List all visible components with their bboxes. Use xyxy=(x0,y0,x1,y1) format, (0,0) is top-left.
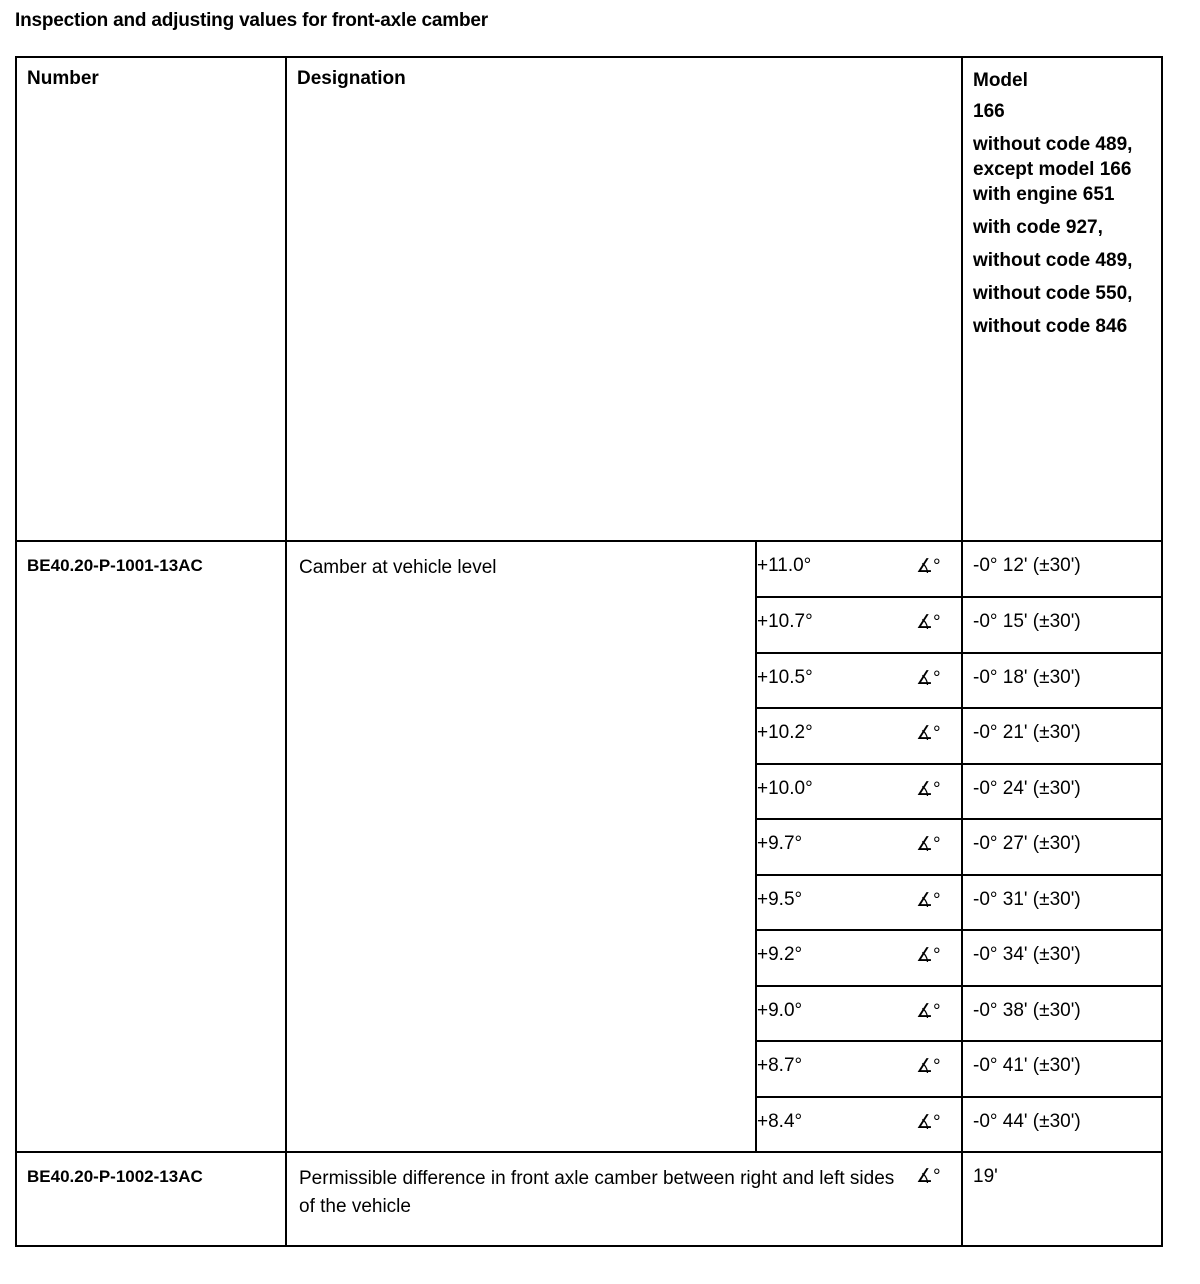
camber-difference-row xyxy=(16,1152,1162,1246)
vehicle-level-value: +9.5° xyxy=(756,875,916,931)
row-number: BE40.20-P-1002-13AC xyxy=(16,1152,286,1246)
camber-value: -0° 31' (±30') xyxy=(962,875,1162,931)
column-header-number: Number xyxy=(16,57,286,541)
camber-spec-table xyxy=(15,56,1163,1247)
vehicle-level-value: +9.2° xyxy=(756,930,916,986)
document-title: Inspection and adjusting values for front-axle camber xyxy=(15,10,488,31)
vehicle-level-value: +9.7° xyxy=(756,819,916,875)
model-line: without code 550, xyxy=(973,283,1133,304)
camber-value: -0° 24' (±30') xyxy=(962,764,1162,820)
angle-icon: ∡° xyxy=(916,986,962,1042)
vehicle-level-value: +10.2° xyxy=(756,708,916,764)
camber-difference-value: 19' xyxy=(962,1152,1162,1246)
angle-icon: ∡° xyxy=(916,875,962,931)
camber-value: -0° 15' (±30') xyxy=(962,597,1162,653)
column-header-model xyxy=(962,57,1162,541)
angle-icon: ∡° xyxy=(916,1041,962,1097)
camber-value-row xyxy=(16,541,1162,597)
camber-value: -0° 34' (±30') xyxy=(962,930,1162,986)
model-line: without code 489, except model 166 with engine 651 xyxy=(973,134,1133,205)
model-line: with code 927, xyxy=(973,217,1103,238)
model-line: without code 489, xyxy=(973,250,1133,271)
angle-icon: ∡° xyxy=(916,930,962,986)
model-line: 166 xyxy=(973,101,1005,122)
model-label: Model xyxy=(973,70,1028,91)
angle-icon: ∡° xyxy=(916,541,962,597)
row-designation: Camber at vehicle level xyxy=(286,541,756,1152)
camber-value: -0° 27' (±30') xyxy=(962,819,1162,875)
camber-value: -0° 12' (±30') xyxy=(962,541,1162,597)
angle-icon: ∡° xyxy=(916,597,962,653)
vehicle-level-value: +8.4° xyxy=(756,1097,916,1153)
column-header-designation: Designation xyxy=(286,57,962,541)
row-number: BE40.20-P-1001-13AC xyxy=(16,541,286,1152)
angle-icon: ∡° xyxy=(916,1097,962,1153)
camber-value: -0° 41' (±30') xyxy=(962,1041,1162,1097)
header-row xyxy=(16,57,1162,541)
angle-icon: ∡° xyxy=(916,653,962,709)
vehicle-level-value: +10.5° xyxy=(756,653,916,709)
vehicle-level-value: +11.0° xyxy=(756,541,916,597)
angle-icon: ∡° xyxy=(916,764,962,820)
camber-value: -0° 38' (±30') xyxy=(962,986,1162,1042)
vehicle-level-value: +10.7° xyxy=(756,597,916,653)
angle-icon: ∡° xyxy=(916,1152,962,1246)
angle-icon: ∡° xyxy=(916,819,962,875)
vehicle-level-value: +9.0° xyxy=(756,986,916,1042)
camber-value: -0° 44' (±30') xyxy=(962,1097,1162,1153)
row-designation: Permissible difference in front axle camber between right and left sides of the vehicle xyxy=(286,1152,916,1246)
camber-value: -0° 18' (±30') xyxy=(962,653,1162,709)
camber-value: -0° 21' (±30') xyxy=(962,708,1162,764)
vehicle-level-value: +10.0° xyxy=(756,764,916,820)
model-line: without code 846 xyxy=(973,316,1128,337)
vehicle-level-value: +8.7° xyxy=(756,1041,916,1097)
angle-icon: ∡° xyxy=(916,708,962,764)
